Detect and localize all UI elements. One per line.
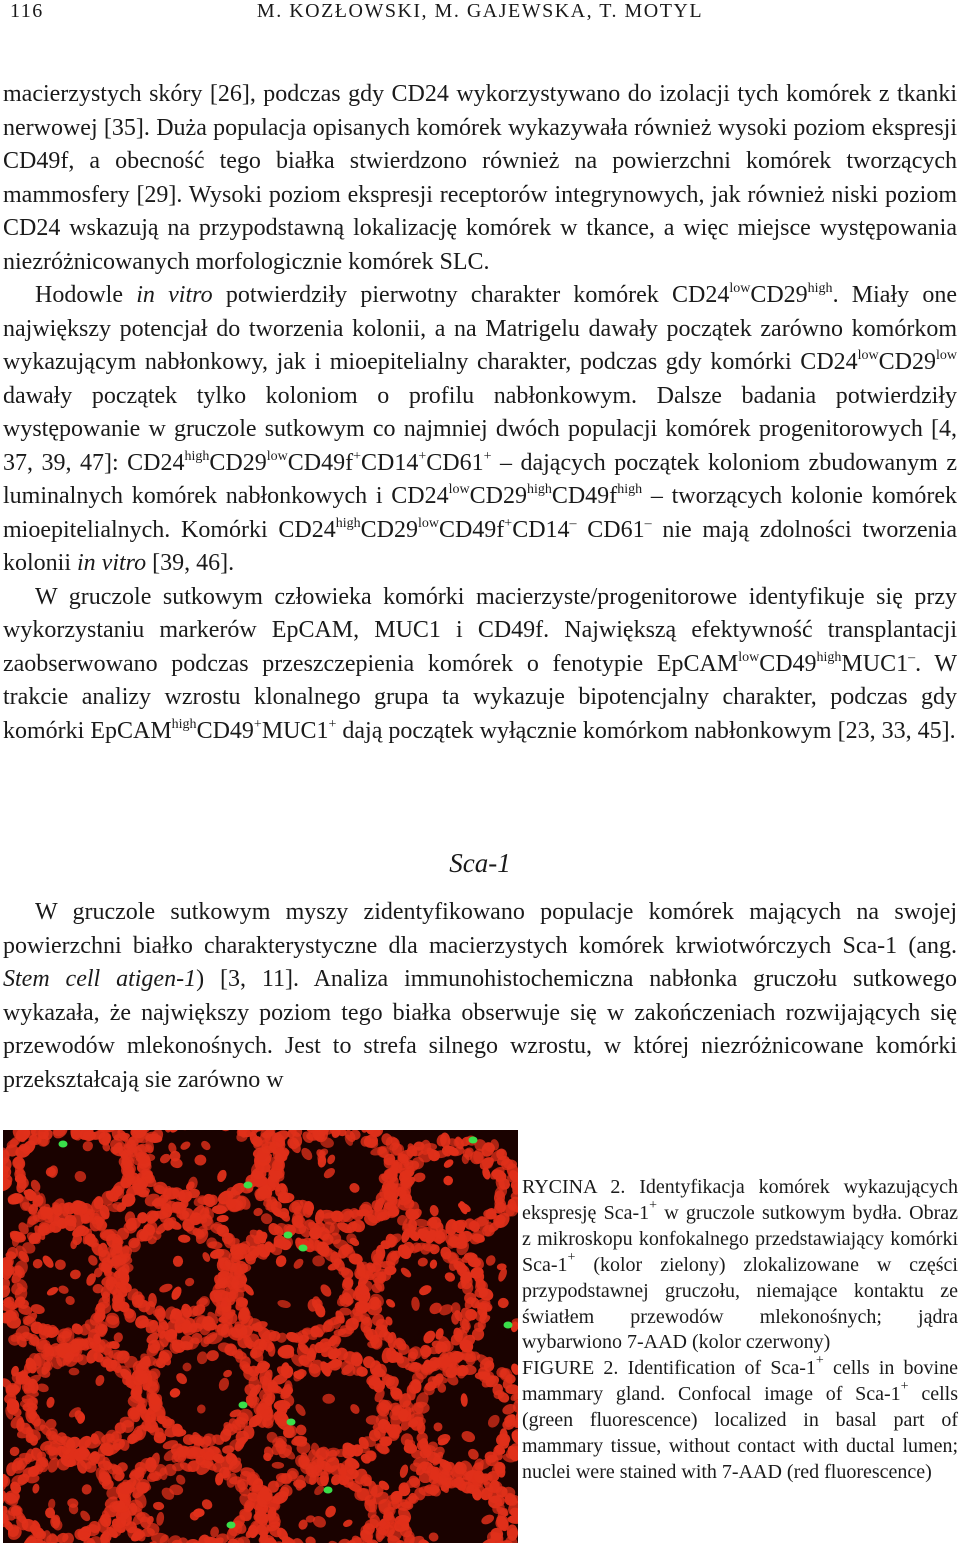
running-header [10,0,950,24]
paragraph-4: W gruczole sutkowym myszy zidentyfikowano populacje komórek mających na swojej powierzchni białko charakterystyczne dla macierzystych komórek krwiotwórczych Sca-1 (ang. Stem cell atigen-1) [3, 11]. Analiza immunohistochemiczna nabłonka gruczołu sutkowego wykazała, że największy poziom tego białka obserwuje się w zakończeniach rozwijających się przewodów mlekonośnych. Jest to strefa silnego wzrostu, w której niezróżnicowane komórki przekształcają sie zarówno w [3,899,958,1093]
paragraph-3: W gruczole sutkowym człowieka komórki macierzyste/progenitorowe identyfikuje się przy wykorzystaniu markerów EpCAM, MUC1 i CD49f. Największą efektywność transplantacji zaobserwowano podczas przeszczepienia komórek o fenotypie $EpCAM^{low}CD49^{high}MUC1^-$. W trakcie analizy wzrostu klonalnego grupa ta wykazuje bipotencjalny charakter, podczas gdy komórki EpCAM$^{high}$CD49+MUC1+ dają początek wyłącznie komórkom nabłonkowym [23, 33, 45]. [3,583,958,744]
section-heading-sca1: Sca-1 [449,848,511,878]
body-text-sca1 [3,896,957,1097]
figure-caption [522,1175,958,1486]
body-text [3,78,957,748]
paragraph-2: Hodowle in vitro potwierdziły pierwotny charakter komórek $CD24^{low}CD29^{high}$. Miały one największy potencjał do tworzenia kolonii, a na Matrigelu dawały początek zarówno komórkom wykazującym nabłonkowy, jak i mioepitelialny charakter, podczas gdy komórki $CD24^{low}CD29^{low}$ dawały początek tylko koloniom o profilu nabłonkowym. Dalsze badania potwierdziły występowanie w gruczole sutkowym co najmniej dwóch populacji komórek progenitorowych [4, 37, 39, 47]: $CD24^{high}CD29^{low}CD49f^+CD14^+CD61^+$ – dających początek koloniom zbudowanym z luminalnych komórek nabłonkowych i $CD24^{low}CD29^{high}CD49f^{high}$ – tworzących kolonie komórek mioepitelialnych. Komórki $CD24^{high}CD29^{low}CD49f^+CD14^-$ CD61– nie mają zdolności tworzenia kolonii in vitro [39, 46]. [3,281,958,576]
page-number: 116 [10,0,44,22]
caption-polish: RYCINA 2. Identyfikacja komórek wykazujących ekspresję Sca-1+ w gruczole sutkowym bydła. Obraz z mikroskopu konfokalnego przedstawiający komórki Sca-1+ (kolor zielony) zlokalizowane w części przypodstawnej gruczołu, niemające kontaktu ze światłem przewodów mlekonośnych; jądra wybarwiono 7-AAD (kolor czerwony) [522,1176,958,1354]
confocal-micrograph [3,1130,518,1543]
caption-english: FIGURE 2. Identification of Sca-1+ cells in bovine mammary gland. Confocal image of Sca-1+ cells (green fluorescence) localized in basal part of mammary tissue, without contact with ductal lumen; nuclei were stained with 7-AAD (red fluorescence) [522,1353,958,1483]
italic-term: Stem cell atigen-1 [3,966,197,992]
paragraph-1: macierzystych skóry [26], podczas gdy CD24 wykorzystywano do izolacji tych komórek z tkanki nerwowej [35]. Duża populacja opisanych komórek wykazywała również wysoki poziom ekspresji CD49f, a obecność tego białka stwierdzono również na powierzchni komórek tworzących mammosfery [29]. Wysoki poziom ekspresji receptorów integrynowych, jak również niski poziom CD24 wskazują na przypodstawną lokalizację komórek w tkance, a więc miejsce występowania niezróżnicowanych morfologicznie komórek SLC. [3,81,957,275]
running-head-authors: M. KOZŁOWSKI, M. GAJEWSKA, T. MOTYL [256,0,704,22]
micrograph-image [3,1130,518,1543]
italic-term: in vitro [136,282,213,308]
italic-term: in vitro [77,550,147,576]
